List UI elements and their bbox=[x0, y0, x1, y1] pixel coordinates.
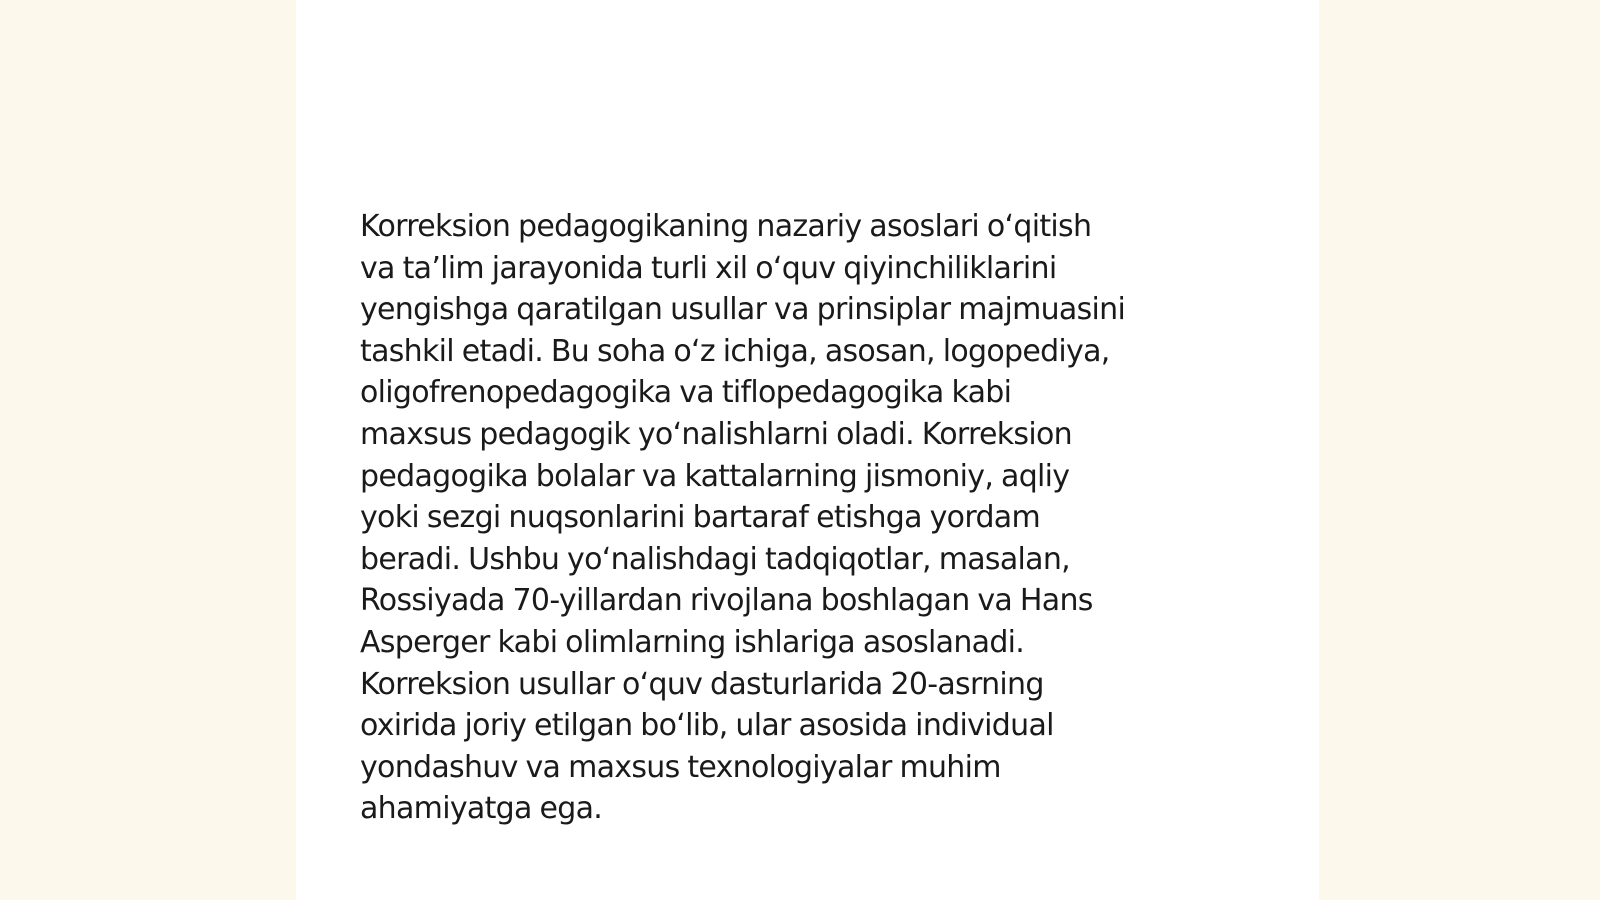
slide bbox=[296, 0, 1319, 900]
left-margin bbox=[0, 0, 296, 900]
slide-body-text: Korreksion pedagogikaning nazariy asoslari o‘qitish va ta’lim jarayonida turli xil o‘quv qiyinchiliklarini yengishga qaratilgan usullar va prinsiplar majmuasini tashkil etadi. Bu soha o‘z ichiga, asosan, logopediya, oligofrenopedagogika va tiflopedagogika kabi maxsus pedagogik yo‘nalishlarni oladi. Korreksion pedagogika bolalar va kattalarning jismoniy, aqliy yoki sezgi nuqsonlarini bartaraf etishga yordam beradi. Ushbu yo‘nalishdagi tadqiqotlar, masalan, Rossiyada 70-yillardan rivojlana boshlagan va Hans Asperger kabi olimlarning ishlariga asoslanadi. Korreksion usullar o‘quv dasturlarida 20-asrning oxirida joriy etilgan bo‘lib, ular asosida individual yondashuv va maxsus texnologiyalar muhim ahamiyatga ega. bbox=[360, 209, 1126, 827]
right-margin bbox=[1319, 0, 1600, 900]
